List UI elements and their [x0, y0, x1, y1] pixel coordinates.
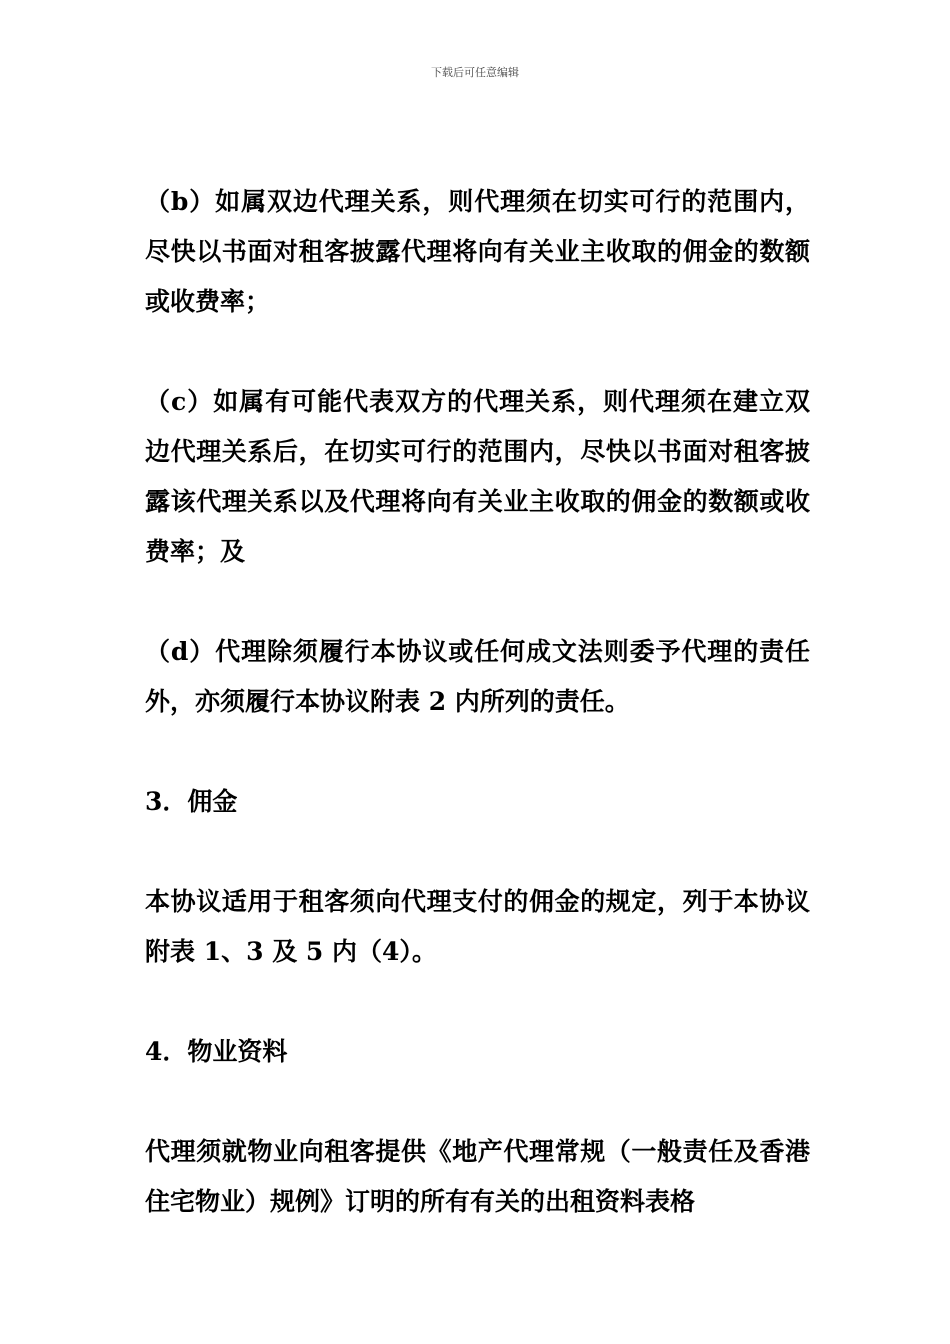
clause-c-paragraph: （c）如属有可能代表双方的代理关系，则代理须在建立双边代理关系后，在切实可行的范围内，尽快以书面对租客披露该代理关系以及代理将向有关业主收取的佣金的数额或收费率；及	[145, 387, 810, 566]
section-3-paragraph: 本协议适用于租客须向代理支付的佣金的规定，列于本协议附表 1、3 及 5 内（4）。	[145, 887, 810, 966]
section-3-heading: 3．佣金	[145, 787, 238, 816]
document-body	[145, 177, 810, 1227]
clause-b-paragraph: （b）如属双边代理关系，则代理须在切实可行的范围内，尽快以书面对租客披露代理将向有关业主收取的佣金的数额或收费率；	[145, 187, 810, 316]
section-4-heading: 4．物业资料	[145, 1037, 288, 1066]
section-4-paragraph: 代理须就物业向租客提供《地产代理常规（一般责任及香港住宅物业）规例》订明的所有有关的出租资料表格	[145, 1137, 810, 1216]
clause-d-paragraph: （d）代理除须履行本协议或任何成文法则委予代理的责任外，亦须履行本协议附表 2 内所列的责任。	[145, 637, 810, 716]
page-header: 下载后可任意编辑	[431, 66, 519, 79]
